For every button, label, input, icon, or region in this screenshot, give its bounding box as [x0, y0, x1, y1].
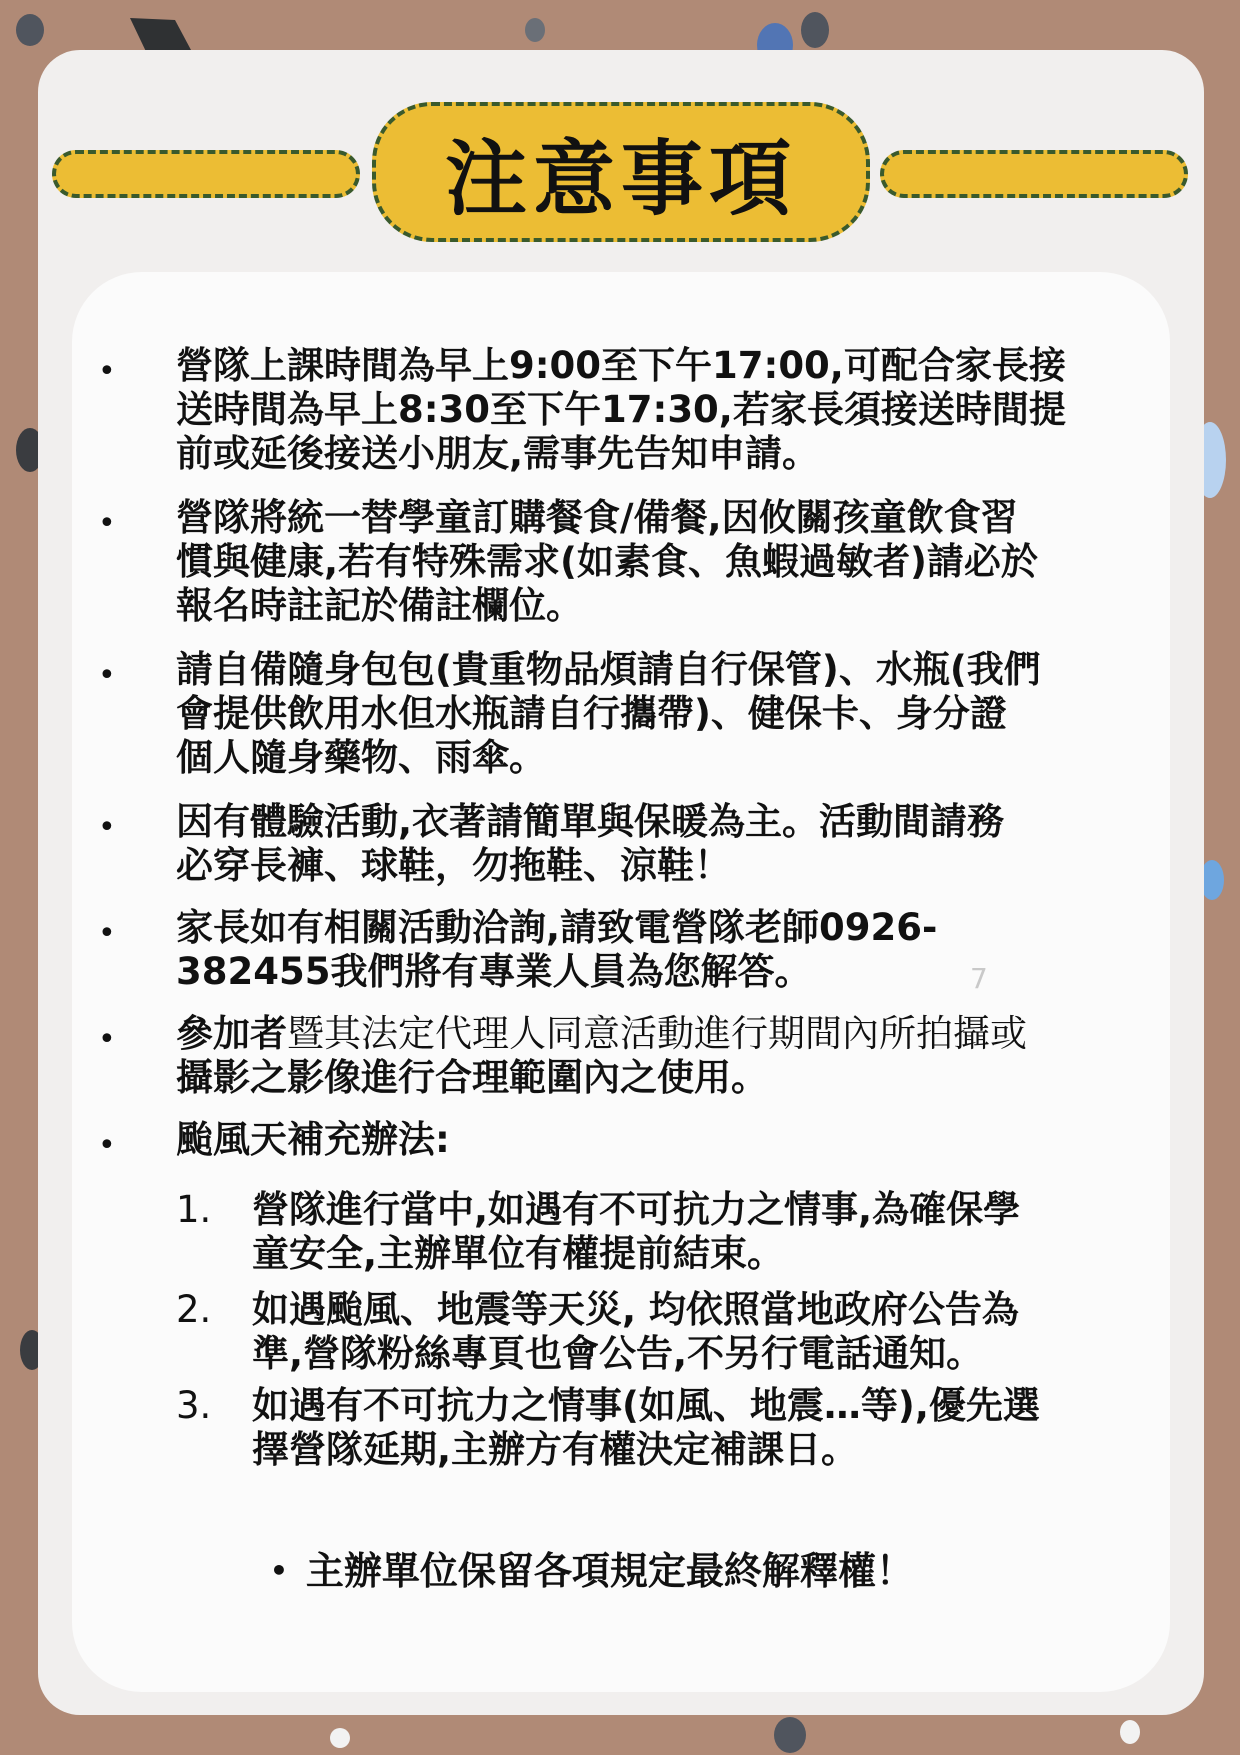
item-text: 颱風天補充辦法:: [176, 1118, 450, 1161]
title-banner: [372, 102, 870, 242]
sub-item-text: 營隊進行當中,如遇有不可抗力之情事,為確保學 童安全,主辦單位有權提前結束。: [252, 1188, 1021, 1275]
bullet: •: [98, 1128, 116, 1163]
item-text-light: 暨其法定代理人同意活動進行期間內所拍攝或: [287, 1012, 1027, 1055]
item-text: 營隊將統一替學童訂購餐食/備餐,因攸關孩童飲食習 慣與健康,若有特殊需求(如素食、魚蝦過敏者)請必於 報名時註記於備註欄位。: [176, 496, 1038, 627]
item-text: 請自備隨身包包(貴重物品煩請自行保管)、水瓶(我們 會提供飲用水但水瓶請自行攜帶)、健保卡、身分證 個人隨身藥物、雨傘。: [176, 648, 1041, 779]
decorative-pill-right: [880, 150, 1188, 198]
decorative-pill-left: [52, 150, 360, 198]
bullet: •: [98, 506, 116, 541]
item-text: 營隊上課時間為早上9:00至下午17:00,可配合家長接 送時間為早上8:30至下午17:30,若家長須接送時間提 前或延後接送小朋友,需事先告知申請。: [176, 344, 1066, 475]
final-note-text: 主辦單位保留各項規定最終解釋權！: [305, 1549, 914, 1593]
sub-item-text: 如遇有不可抗力之情事(如風、地震…等),優先選 擇營隊延期,主辦方有權決定補課日。: [252, 1384, 1040, 1471]
sub-item-text: 如遇颱風、地震等天災, 均依照當地政府公告為 準,營隊粉絲專頁也會公告,不另行電話通知。: [252, 1288, 1019, 1375]
sub-item-number: 3.: [176, 1384, 212, 1427]
sub-item-number: 2.: [176, 1288, 212, 1331]
item-text-bold: 參加者: [176, 1012, 287, 1055]
item-text: 因有體驗活動,衣著請簡單與保暖為主。活動間請務 必穿長褲、球鞋，勿拖鞋、涼鞋！: [176, 800, 1005, 887]
bullet: •: [270, 1554, 288, 1587]
item-text: 家長如有相關活動洽詢,請致電營隊老師0926- 382455我們將有專業人員為您解答。: [176, 906, 938, 993]
bullet: •: [98, 810, 116, 845]
bullet: •: [98, 1022, 116, 1057]
item-text: [176, 1012, 1156, 1100]
bullet: •: [98, 916, 116, 951]
final-note: [270, 1540, 914, 1595]
bullet: •: [98, 354, 116, 389]
notice-panel: [72, 272, 1170, 1692]
stray-mark: 7: [970, 962, 988, 995]
sub-item-number: 1.: [176, 1188, 212, 1231]
bullet: •: [98, 658, 116, 693]
item-text-line2: 攝影之影像進行合理範圍內之使用。: [176, 1056, 768, 1099]
page-title: 注意事項: [444, 131, 797, 227]
